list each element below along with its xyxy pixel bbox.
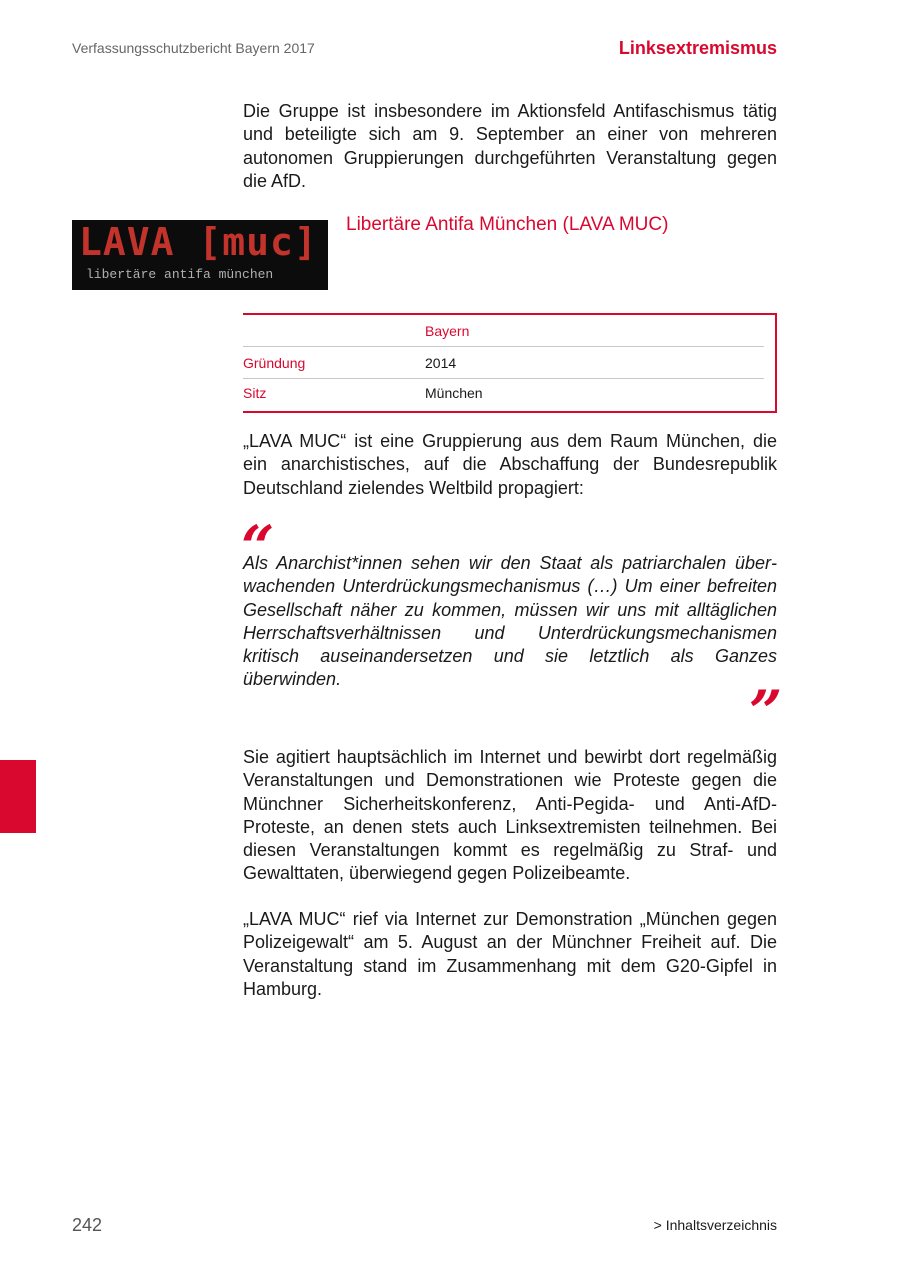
lava-muc-logo [72,220,328,290]
info-row-seat [243,378,764,409]
quote-open-mark: “ [241,513,275,581]
running-header-section: Linksextremismus [618,38,777,58]
info-table-header-value: Bayern [425,323,470,339]
info-row-founding [243,346,764,379]
chapter-side-tab [0,760,36,833]
running-header-publication: Verfassungsschutzbericht Bayern 2017 [72,40,315,56]
info-label-founding: Gründung [243,355,306,371]
info-value-seat: München [425,385,483,401]
quote-close-mark: ” [749,678,783,746]
info-table-header-row [243,315,764,347]
quote-text: Als Anarchist*innen sehen wir den Staat als patriarchalen überwachenden Unterdrückungsmechanismus (…) Um einer befreiten Gesellschaft näher zu kommen, müssen wir uns mit alltäglichen Herrschaftsverhältnissen und Unterdrückungsmechanismen kritisch auseinandersetzen und sie letztlich als Ganzes überwinden. [243,553,777,690]
description-paragraph: „LAVA MUC“ ist eine Gruppierung aus dem Raum München, die ein anarchistisches, auf die Abschaffung der Bundesrepublik Deutschland zielendes Weltbild propagiert: [243,431,777,498]
logo-sub-text: libertäre antifa münchen [86,267,274,282]
table-of-contents-link[interactable]: > Inhaltsverzeichnis [653,1217,777,1233]
intro-paragraph: Die Gruppe ist insbesondere im Aktionsfeld Antifaschismus tätig und beteiligte sich am 9. September an einer von mehreren autonomen Gruppierungen durchgeführten Veranstaltung gegen die AfD. [243,101,777,191]
info-label-seat: Sitz [243,385,267,401]
page-number: 242 [72,1215,103,1235]
organization-title: Libertäre Antifa München (LAVA MUC) [346,214,669,235]
activities-paragraph: Sie agitiert hauptsächlich im Internet und bewirbt dort regelmäßig Veranstaltungen und Demonstrationen wie Proteste gegen die Münchner Sicherheitskonferenz, Anti-Pegida- und Anti-AfD-Proteste, an denen stets auch Linksextremisten teilnehmen. Bei diesen Veranstaltungen kommt es regelmäßig zu Straf- und Gewalttaten, überwiegend gegen Polizeibeamte. [243,747,777,884]
demonstration-paragraph: „LAVA MUC“ rief via Internet zur Demonstration „München gegen Polizeigewalt“ am 5. August an der Münchner Freiheit auf. Die Veranstaltung stand im Zusammenhang mit dem G20-Gipfel in Hamburg. [243,909,777,999]
info-value-founding: 2014 [425,355,457,371]
organization-info-table [243,313,777,413]
logo-main-text: LAVA [muc] [79,220,318,264]
